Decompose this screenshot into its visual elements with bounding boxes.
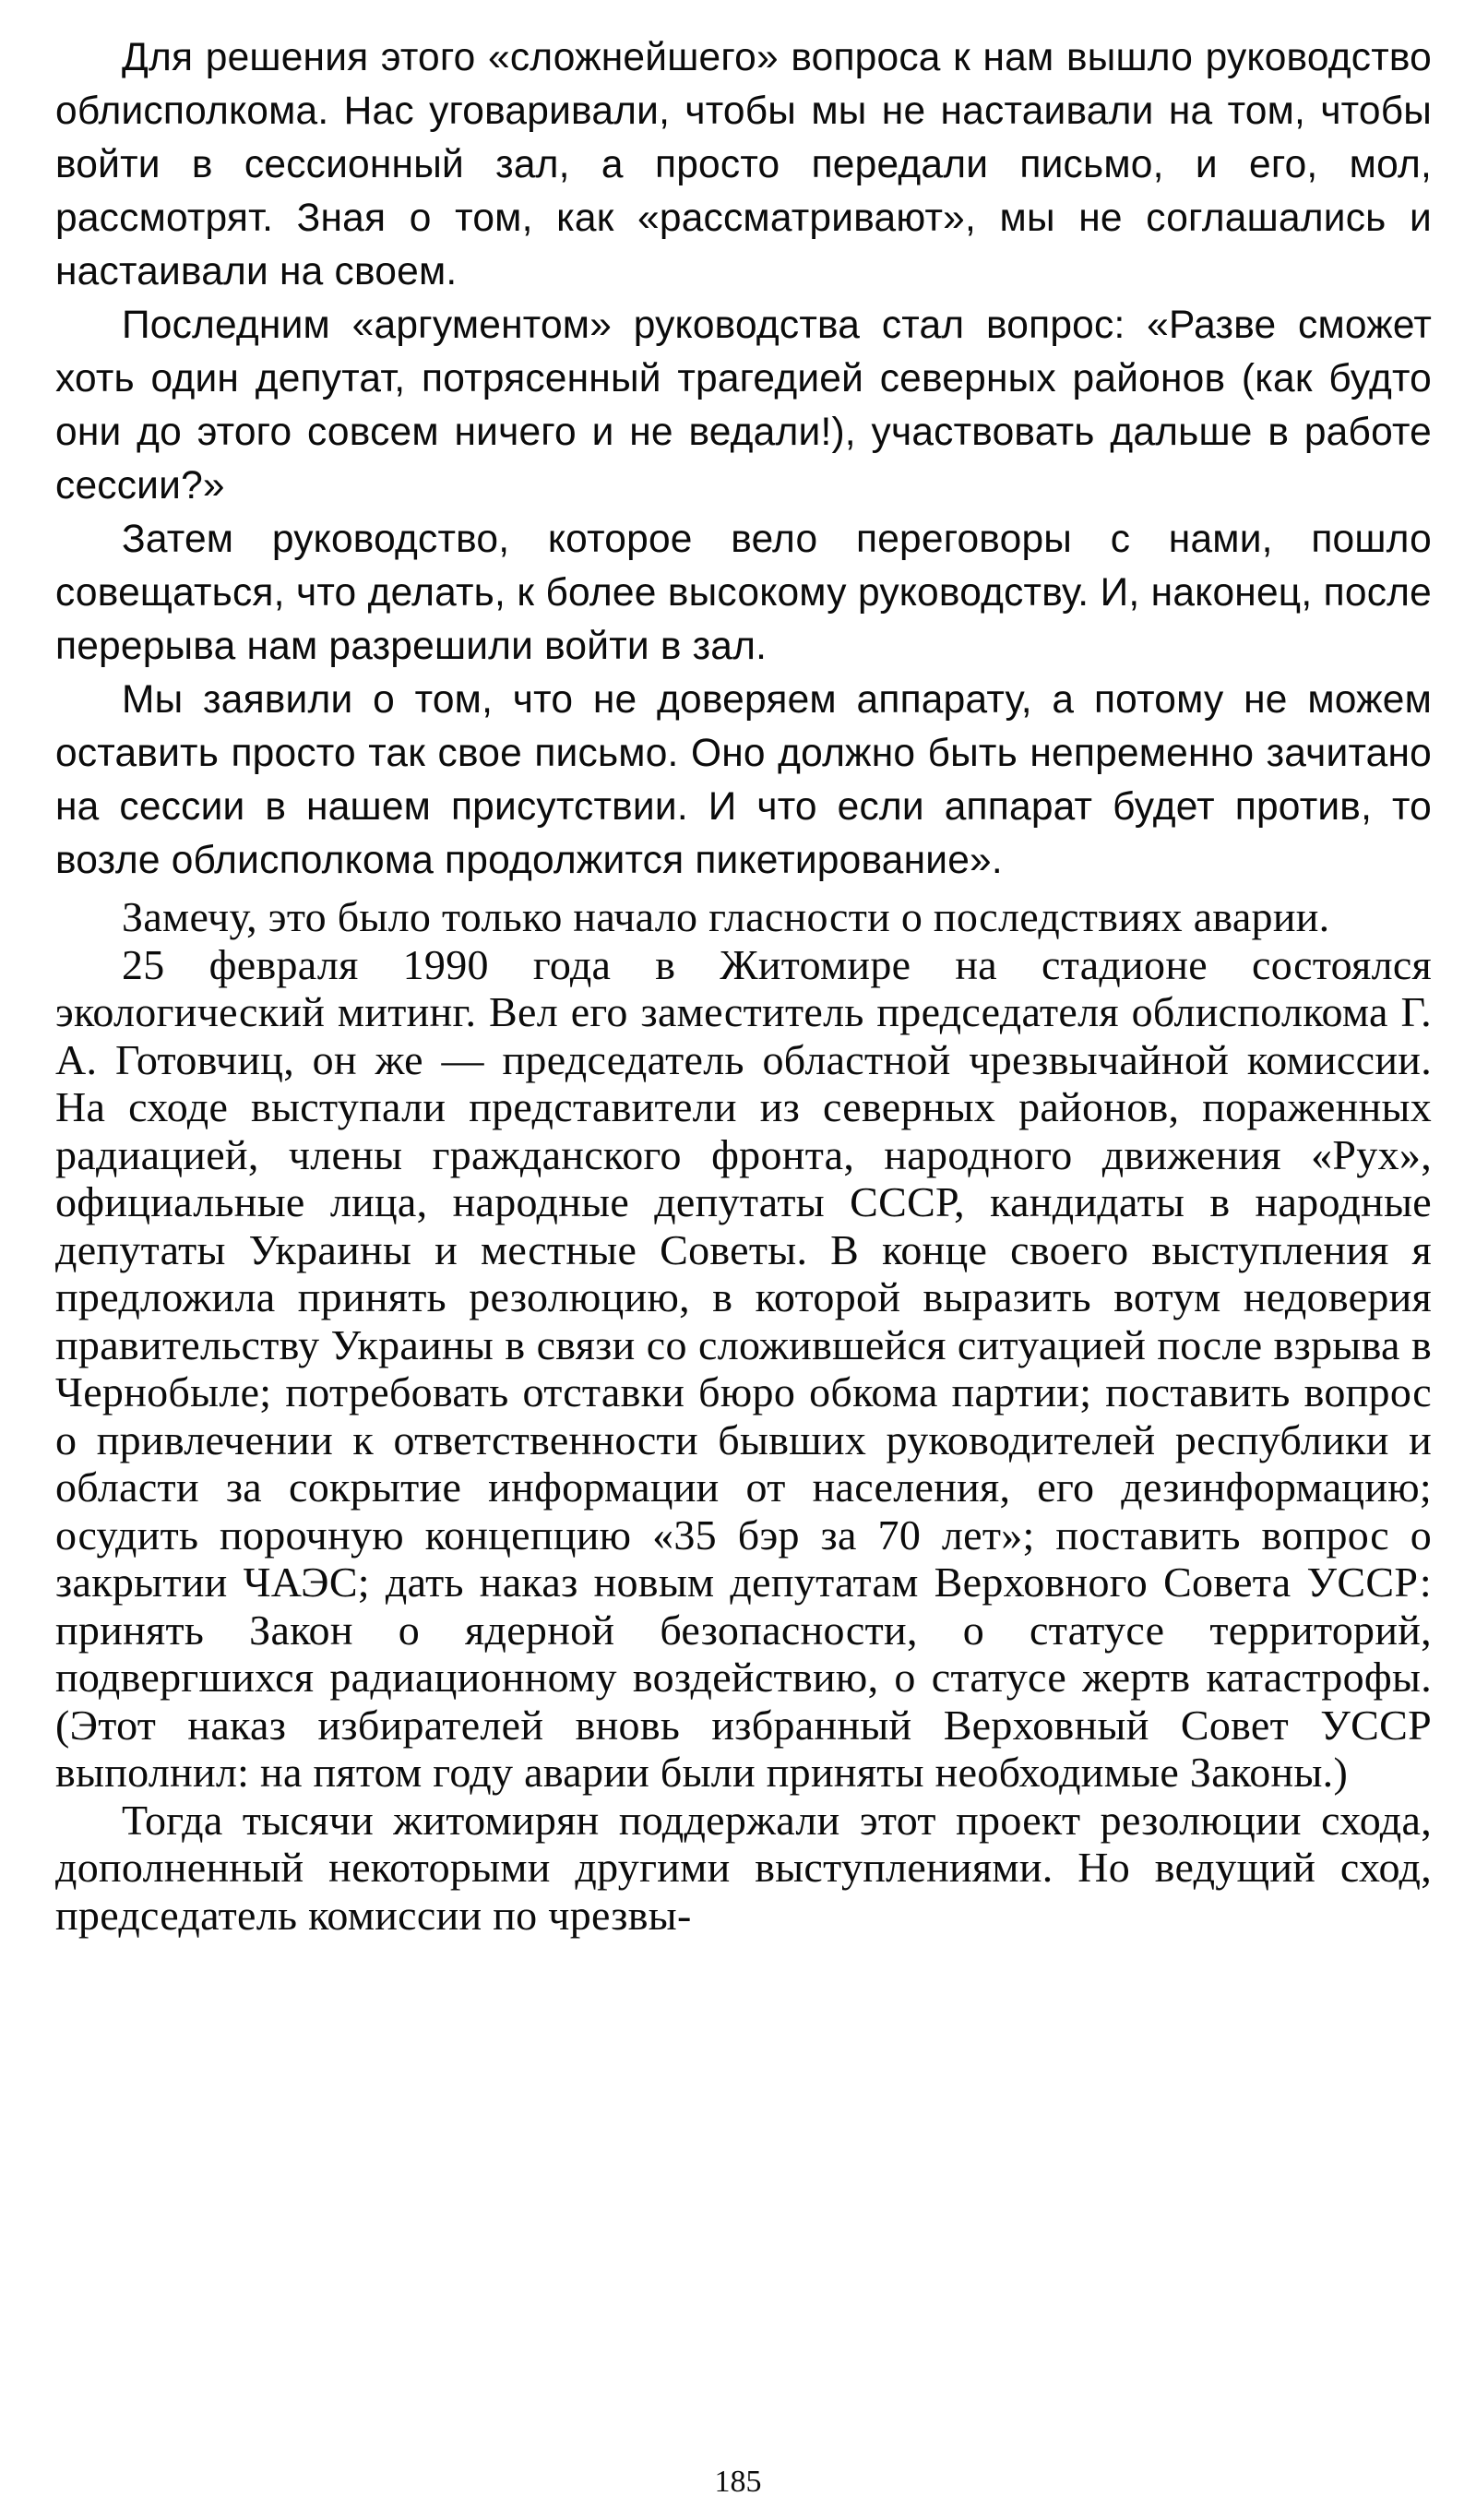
paragraph: Замечу, это было только начало гласности о последствиях аварии. [122,893,1330,940]
quoted-letter-section [55,31,1432,888]
paragraph: Затем руководство, которое вело переговоры с нами, пошло совещаться, что делать, к более высокому руководству. И, наконец, после перерыва нам разрешили войти в зал. [55,518,1432,668]
narrative-section [55,893,1432,1939]
paragraph: Для решения этого «сложнейшего» вопроса к нам вышло руководство облисполкома. Нас уговаривали, чтобы мы не настаивали на том, чтобы войти в сессионный зал, а просто передали письмо, и его, мол, рассмотрят. Зная о том, как «рассматривают», мы не соглашались и настаивали на своем. [55,36,1432,293]
paragraph: Тогда тысячи житомирян поддержали этот проект резолюции схода, дополненный некоторыми другими выступлениями. Но ведущий сход, председатель комиссии по чрезвы- [55,1796,1432,1939]
paragraph: 25 февраля 1990 года в Житомире на стадионе состоялся экологический митинг. Вел его заместитель председателя облисполкома Г. А. Готовчиц, он же — председатель областной чрезвычайной комиссии. На сходе выступали представители из северных районов, пораженных радиацией, члены гражданского фронта, народного движения «Рух», официальные лица, народные депутаты СССР, кандидаты в народные депутаты Украины и местные Советы. В конце своего выступления я предложила принять резолюцию, в которой выразить вотум недоверия правительству Украины в связи со сложившейся ситуацией после взрыва в Чернобыле; потребовать отставки бюро обкома партии; поставить вопрос о привлечении к ответственности бывших руководителей республики и области за сокрытие информации от населения, его дезинформацию; осудить порочную концепцию «35 бэр за 70 лет»; поставить вопрос о закрытии ЧАЭС; дать наказ новым депутатам Верховного Совета УССР: принять Закон о ядерной безопасности, о статусе территорий, подвергшихся радиационному воздействию, о статусе жертв катастрофы. (Этот наказ избирателей вновь избранный Верховный Совет УССР выполнил: на пятом году аварии были приняты необходимые Законы.) [55,940,1432,1796]
page-number: 185 [714,2465,762,2499]
paragraph: Мы заявили о том, что не доверяем аппарату, а потому не можем оставить просто так свое письмо. Оно должно быть непременно зачитано на сессии в нашем присутствии. И что если аппарат будет против, то возле облисполкома продолжится пикетирование». [55,678,1432,882]
paragraph: Последним «аргументом» руководства стал вопрос: «Разве сможет хоть один депутат, потрясенный трагедией северных районов (как будто они до этого совсем ничего и не ведали!), участвовать дальше в работе сессии?» [55,304,1432,508]
